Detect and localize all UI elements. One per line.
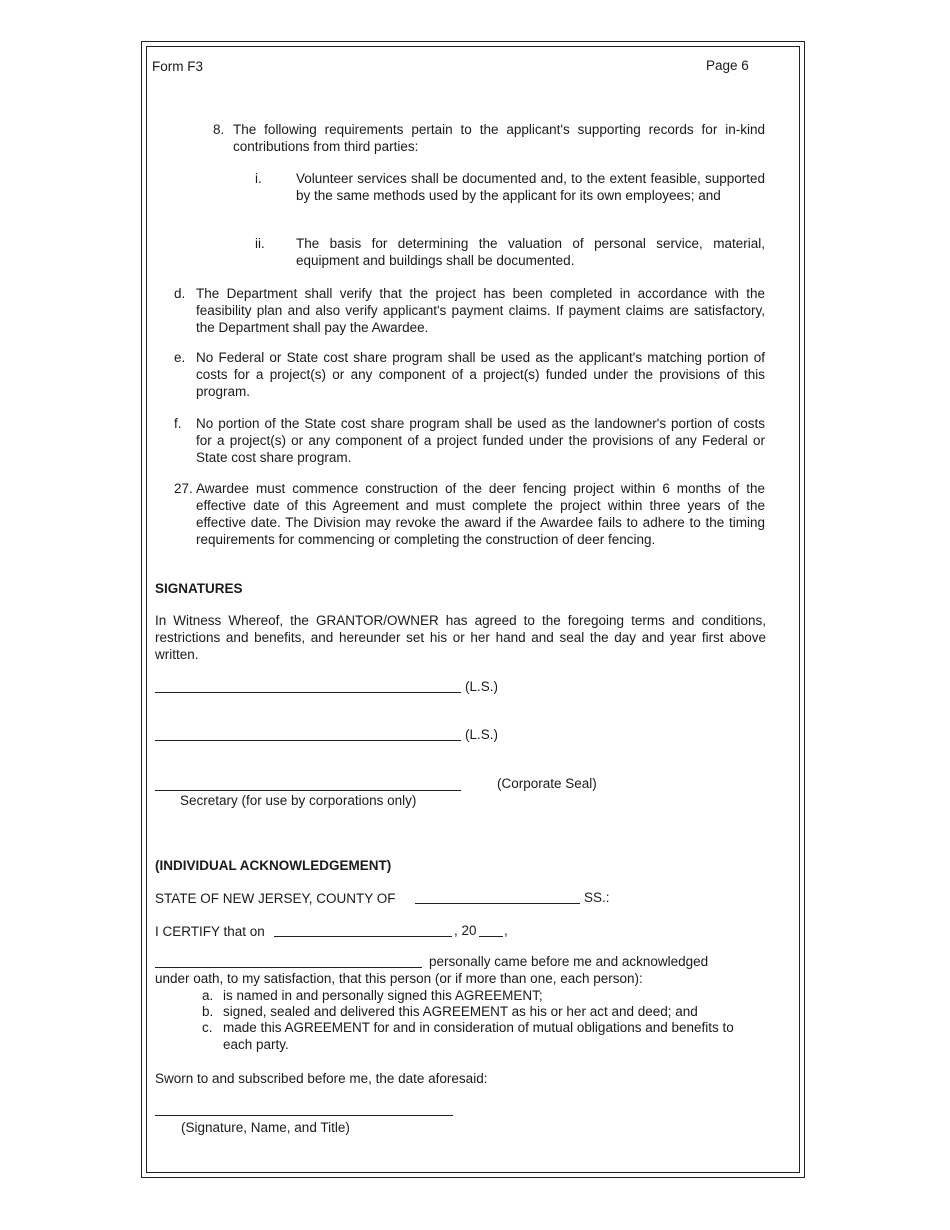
point-a-text: is named in and personally signed this AGREEMENT; [223, 988, 543, 1003]
item-27-text: Awardee must commence construction of the deer fencing project within 6 months of the effective date of this Agreement and must complete the project within three years of the effective date. The Division may revoke the award if the Awardee fails to adhere to the timing requirements for commencing or completing the construction of deer fencing. [196, 481, 765, 547]
year-prefix: , 20 [454, 923, 477, 938]
notary-signature-line [155, 1115, 453, 1116]
item-27-number: 27. [174, 481, 193, 496]
sworn-text: Sworn to and subscribed before me, the date aforesaid: [155, 1071, 488, 1086]
ls-label-1: (L.S.) [465, 679, 499, 694]
ls-label-2: (L.S.) [465, 727, 499, 742]
notary-signature-caption: (Signature, Name, and Title) [181, 1120, 350, 1135]
item-f-number: f. [174, 416, 182, 431]
item-d-text: The Department shall verify that the project has been completed in accordance with the feasibility plan and also verify applicant's payment claims. If payment claims are satisfactory, the Department shall pay the Awardee. [196, 286, 765, 335]
item-8-sub-ii-text: The basis for determining the valuation of personal service, material, equipment and buildings shall be documented. [296, 236, 765, 268]
point-c-number: c. [202, 1020, 213, 1035]
form-id: Form F3 [152, 59, 204, 74]
grantor-signature-line-1 [155, 692, 461, 693]
personally-came-text: personally came before me and acknowledged [429, 954, 709, 969]
person-name-blank-line [155, 967, 422, 968]
point-b-text: signed, sealed and delivered this AGREEMENT as his or her act and deed; and [223, 1004, 698, 1019]
item-8-text: The following requirements pertain to the applicant's supporting records for in-kind contributions from third parties: [233, 122, 765, 154]
item-8-sub-ii-number: ii. [255, 236, 265, 251]
page-number: Page 6 [706, 58, 749, 73]
point-a-number: a. [202, 988, 214, 1003]
item-f-text: No portion of the State cost share program shall be used as the landowner's portion of costs for a project(s) or any component of a project funded under the provisions of any Federal or State cost share program. [196, 416, 765, 465]
secretary-label: Secretary (for use by corporations only) [180, 793, 417, 808]
certify-label: I CERTIFY that on [155, 924, 265, 939]
point-b-number: b. [202, 1004, 214, 1019]
county-blank-line [415, 903, 580, 904]
item-e-number: e. [174, 350, 186, 365]
item-e-text: No Federal or State cost share program shall be used as the applicant's matching portion of costs for a project(s) or any component of a project(s) funded under the provisions of this program. [196, 350, 765, 399]
point-c-text: made this AGREEMENT for and in consideration of mutual obligations and benefits to each party. [223, 1020, 734, 1052]
witness-text: In Witness Whereof, the GRANTOR/OWNER has agreed to the foregoing terms and conditions, restrictions and benefits, and hereunder set his or her hand and seal the day and year first above written. [155, 613, 766, 662]
item-d-number: d. [174, 286, 186, 301]
secretary-signature-line [155, 790, 461, 791]
corporate-seal-label: (Corporate Seal) [497, 776, 597, 791]
year-blank-line [479, 936, 503, 937]
date-blank-line [274, 936, 452, 937]
ss-label: SS.: [584, 890, 610, 905]
signatures-heading: SIGNATURES [155, 581, 243, 596]
under-oath-text: under oath, to my satisfaction, that this person (or if more than one, each person): [155, 971, 643, 986]
item-8-sub-i-number: i. [255, 171, 262, 186]
acknowledgement-heading: (INDIVIDUAL ACKNOWLEDGEMENT) [155, 858, 392, 873]
item-8-sub-i-text: Volunteer services shall be documented and, to the extent feasible, supported by the same methods used by the applicant for its own employees; and [296, 171, 765, 203]
year-suffix: , [504, 923, 508, 938]
state-county-label: STATE OF NEW JERSEY, COUNTY OF [155, 891, 396, 906]
grantor-signature-line-2 [155, 740, 461, 741]
item-8-number: 8. [213, 122, 225, 137]
